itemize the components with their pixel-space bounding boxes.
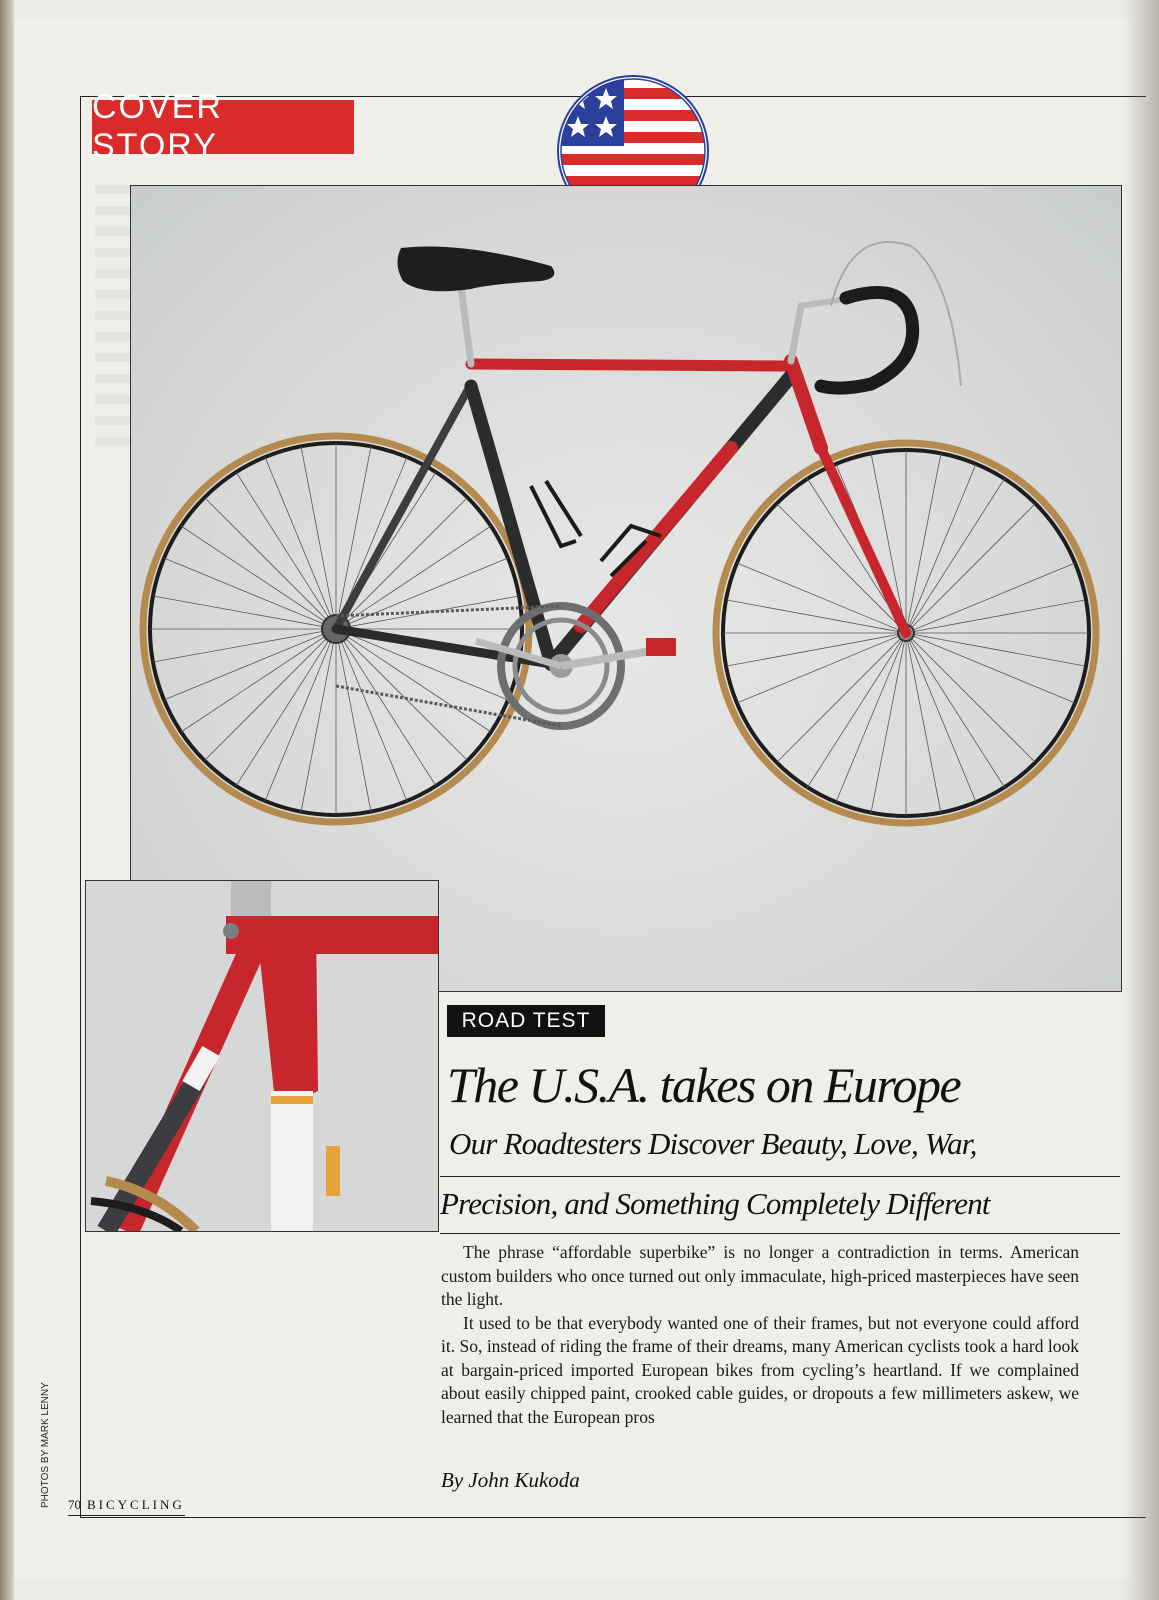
page-folio xyxy=(68,1497,185,1516)
body-paragraph: The phrase “affordable superbike” is no longer a contradiction in terms. American custom builders who once turned out only immaculate, high-priced masterpieces have seen the light. xyxy=(441,1242,1079,1309)
article-body xyxy=(441,1241,1079,1429)
article-deck-line1: Our Roadtesters Discover Beauty, Love, War, xyxy=(449,1126,977,1161)
drop-handlebar xyxy=(821,292,913,388)
body-paragraph: It used to be that everybody wanted one of their frames, but not everyone could afford it. So, instead of riding the frame of their dreams, many American cyclists took a hard look at bargain-priced imported European bikes from cycling’s heartland. If we complained about easily chipped paint, crooked cable guides, or dropouts a few millimeters askew, we learned that the European pros xyxy=(441,1312,1079,1427)
article-deck-line2: Precision, and Something Completely Different xyxy=(440,1186,990,1221)
page-number: 70 xyxy=(68,1497,81,1512)
deck-rule-top xyxy=(440,1176,1120,1177)
main-bicycle-photo xyxy=(130,185,1122,992)
frame-detail-photo xyxy=(85,880,439,1232)
magazine-name: BICYCLING xyxy=(87,1497,185,1512)
article-headline: The U.S.A. takes on Europe xyxy=(447,1057,961,1113)
frame-closeup-illustration xyxy=(86,881,438,1231)
bicycle-frame xyxy=(336,286,906,664)
page-binding-edge xyxy=(0,0,14,1600)
byline: By John Kukoda xyxy=(441,1468,580,1492)
road-bicycle-illustration xyxy=(131,186,1121,991)
category-tag: ROAD TEST xyxy=(447,1005,605,1037)
binding-gutter-shadow xyxy=(1123,0,1159,1600)
deck-rule-bottom xyxy=(440,1233,1120,1234)
saddle xyxy=(397,246,554,291)
section-tag: COVER STORY xyxy=(92,100,354,154)
photo-credit: PHOTOS BY MARK LENNY xyxy=(40,1382,51,1508)
